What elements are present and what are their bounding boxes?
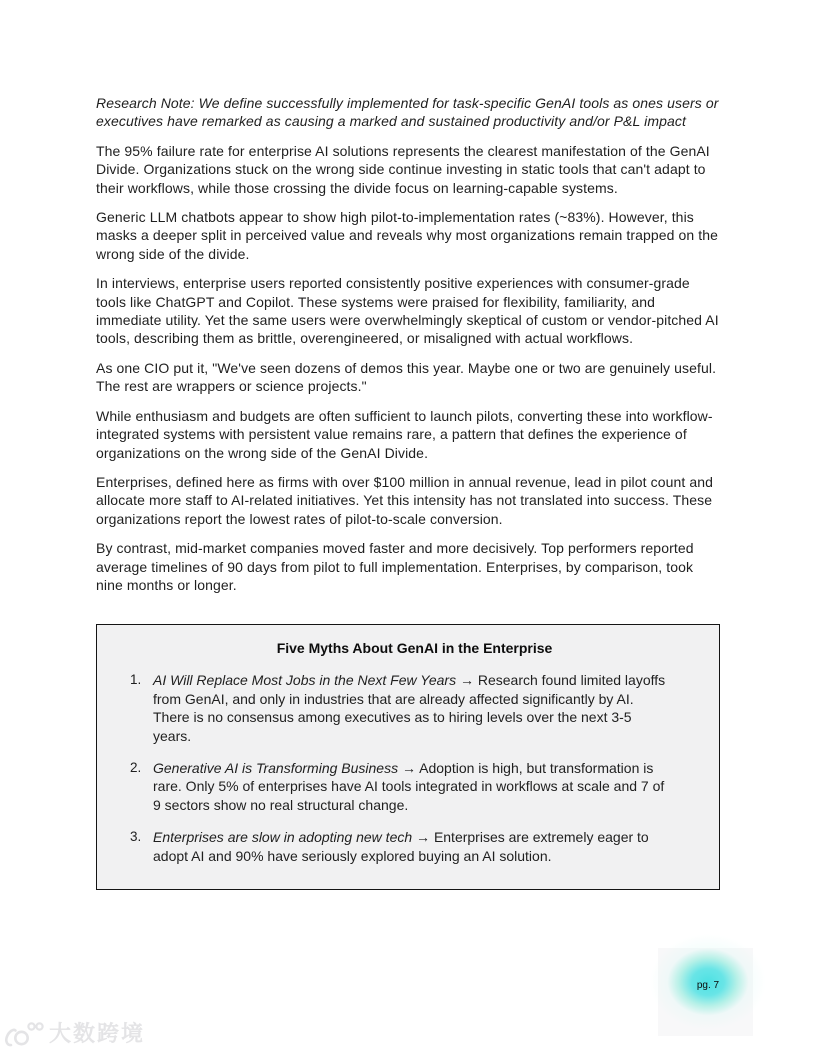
myth-reality: Adoption is high, but transformation is rare. Only 5% of enterprises have AI tools integrated in workflows at scale and 7 of 9 sectors show no real structural change. <box>153 759 665 813</box>
myth-reality: Research found limited layoffs from GenAI, and only in industries that are already affected significantly by AI. There is no consensus among executives as to hiring levels over the next 3-5 years. <box>153 672 666 744</box>
list-item-2 <box>130 759 699 814</box>
myth-claim: Generative AI is Transforming Business <box>153 759 399 776</box>
body-paragraph-5: While enthusiasm and budgets are often sufficient to launch pilots, converting these into workflow-integrated systems with persistent value remains rare, a pattern that defines the experience of organizations on the wrong side of the GenAI Divide. <box>96 407 713 461</box>
myth-reality: Enterprises are extremely eager to adopt AI and 90% have seriously explored buying an AI solution. <box>153 829 649 864</box>
page-number-glow <box>650 934 766 1034</box>
myth-claim: Enterprises are slow in adopting new tech <box>153 829 413 846</box>
body-paragraph-7: By contrast, mid-market companies moved faster and more decisively. Top performers reported average timelines of 90 days from pilot to full implementation. Enterprises, by comparison, took nine months or longer. <box>96 540 694 593</box>
list-item-text <box>153 759 669 814</box>
list-item-3 <box>130 828 699 865</box>
list-item-number: 2. <box>130 759 142 775</box>
list-item-text <box>153 671 669 745</box>
research-note: Research Note: We define successfully implemented for task-specific GenAI tools as ones users or executives have remarked as causing a marked and sustained productivity and/or P&L impact <box>96 95 719 130</box>
body-paragraph-3: In interviews, enterprise users reported consistently positive experiences with consumer-grade tools like ChatGPT and Copilot. These systems were praised for flexibility, familiarity, and immediate utility. Yet the same users were overwhelmingly skeptical of custom or vendor-pitched AI tools, describing them as brittle, overengineered, or misaligned with actual workflows. <box>96 275 719 347</box>
body-paragraph-1: The 95% failure rate for enterprise AI solutions represents the clearest manifestation of the GenAI Divide. Organizations stuck on the wrong side continue investing in static tools that can't adapt to their workflows, while those crossing the divide focus on learning-capable systems. <box>96 142 710 196</box>
arrow-right-icon: → <box>402 759 416 776</box>
watermark-text: 大数跨境 <box>49 1021 146 1046</box>
arrow-right-icon: → <box>459 672 474 689</box>
body-paragraph-2: Generic LLM chatbots appear to show high pilot-to-implementation rates (~83%). However, this masks a deeper split in perceived value and reveals why most organizations remain trapped on the wrong side of the divide. <box>96 209 719 262</box>
body-paragraph-6: Enterprises, defined here as firms with over $100 million in annual revenue, lead in pilot count and allocate more staff to AI-related initiatives. Yet this intensity has not translated into success. These organizations report the lowest rates of pilot-to-scale conversion. <box>96 473 714 527</box>
list-item-1 <box>130 671 699 745</box>
myths-box <box>96 624 720 890</box>
list-item-text <box>153 828 669 865</box>
body-paragraph-4: As one CIO put it, "We've seen dozens of demos this year. Maybe one or two are genuinely useful. The rest are wrappers or science projects." <box>96 359 717 395</box>
page-number: pg. 7 <box>696 979 720 991</box>
list-item-number: 3. <box>130 829 142 845</box>
10-100-logo-icon <box>2 1019 44 1049</box>
myth-claim: AI Will Replace Most Jobs in the Next Few Years <box>153 672 457 689</box>
myths-box-title: Five Myths About GenAI in the Enterprise <box>276 640 553 657</box>
watermark <box>2 1019 145 1049</box>
arrow-right-icon: → <box>416 829 431 846</box>
list-item-number: 1. <box>130 672 142 688</box>
page-content <box>96 0 720 890</box>
